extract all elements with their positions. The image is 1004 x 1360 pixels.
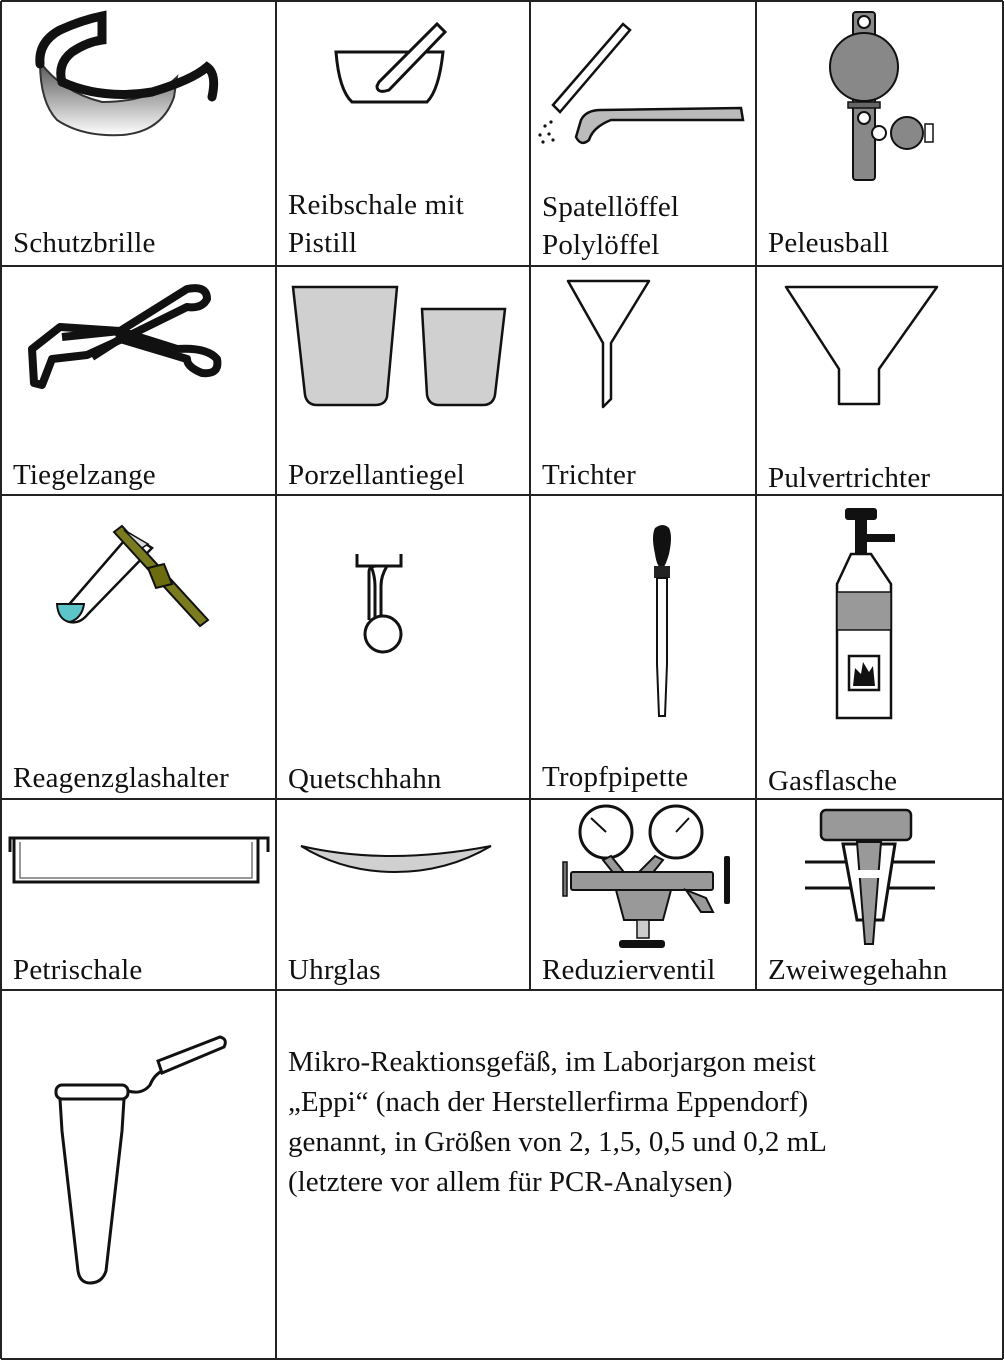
cell-uhrglas (277, 800, 530, 990)
item-label: Trichter (542, 459, 636, 491)
item-label: Reduzierventil (542, 954, 716, 986)
eppi-description: Mikro-Reaktionsgefäß, im Laborjargon meist „Eppi“ (nach der Herstellerfirma Eppendorf) genannt, in Größen von 2, 1,5, 0,5 und 0,2 mL (letztere vor allem für PCR-Analysen) (288, 1046, 827, 1198)
gas-cylinder-icon (757, 496, 1003, 799)
dropper-icon (531, 496, 756, 799)
item-label: Porzellantiegel (288, 459, 465, 491)
cell-eppi (2, 991, 276, 1359)
cell-quetschhahn (277, 496, 530, 799)
item-label: Quetschhahn (288, 763, 442, 795)
item-label: Reibschale mit Pistill (288, 189, 464, 259)
item-label: Tropfpipette (542, 761, 689, 793)
cell-gasflasche (757, 496, 1003, 799)
microcentrifuge-tube-icon (2, 991, 276, 1359)
item-label: Peleusball (768, 227, 890, 259)
item-label: Schutzbrille (13, 227, 156, 259)
cell-spatelloeffel (531, 2, 756, 266)
item-label: Pulvertrichter (768, 462, 931, 494)
cell-petrischale (2, 800, 276, 990)
test-tube-holder-icon (2, 496, 276, 799)
item-label: Gasflasche (768, 765, 898, 797)
cell-tropfpipette (531, 496, 756, 799)
cell-pulvertrichter (757, 267, 1003, 495)
cell-porzellantiegel (277, 267, 530, 495)
item-label: Spatellöffel Polylöffel (542, 191, 680, 261)
cell-reduzierventil (531, 800, 756, 990)
item-label: Reagenzglashalter (13, 762, 229, 794)
cell-schutzbrille (2, 2, 276, 266)
item-label: Uhrglas (288, 954, 381, 986)
cell-peleusball (757, 2, 1003, 266)
cell-reagenzglashalter (2, 496, 276, 799)
cell-trichter (531, 267, 756, 495)
cell-reibschale (277, 2, 530, 266)
item-label: Zweiwegehahn (768, 954, 948, 986)
pinch-clamp-icon (277, 496, 530, 799)
cell-zweiwegehahn (757, 800, 1003, 990)
item-label: Petrischale (13, 954, 143, 986)
cell-tiegelzange (2, 267, 276, 495)
item-label: Tiegelzange (13, 459, 156, 491)
